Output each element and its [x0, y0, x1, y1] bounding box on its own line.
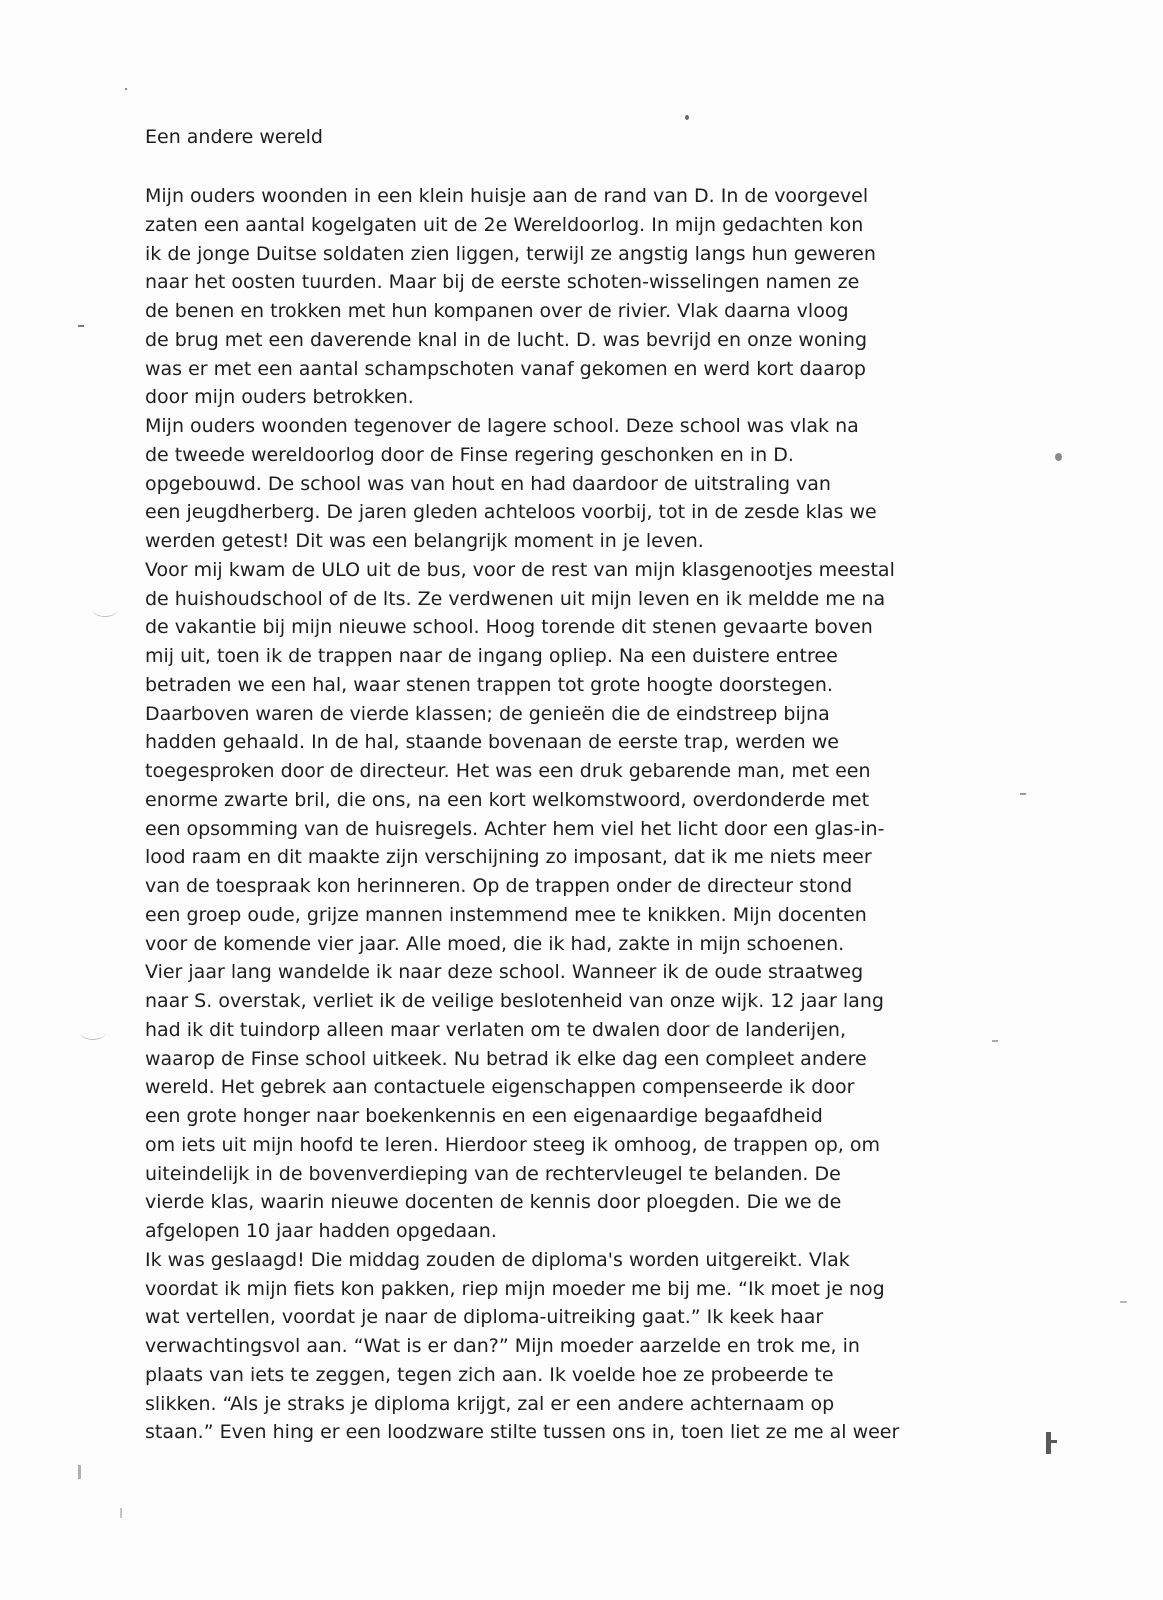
- text-line: had ik dit tuindorp alleen maar verlaten om te dwalen door de landerijen,: [145, 1018, 846, 1041]
- text-line: waarop de Finse school uitkeek. Nu betrad ik elke dag een compleet andere: [145, 1047, 867, 1070]
- text-line: wat vertellen, voordat je naar de diploma-uitreiking gaat.” Ik keek haar: [145, 1306, 824, 1329]
- text-line: zaten een aantal kogelgaten uit de 2e Wereldoorlog. In mijn gedachten kon: [145, 213, 864, 236]
- text-line: de huishoudschool of de lts. Ze verdwenen uit mijn leven en ik meldde me na: [145, 587, 886, 610]
- text-line: Ik was geslaagd! Die middag zouden de diploma's worden uitgereikt. Vlak: [145, 1248, 850, 1271]
- text-line: naar S. overstak, verliet ik de veilige beslotenheid van onze wijk. 12 jaar lang: [145, 990, 884, 1012]
- text-line: een jeugdherberg. De jaren gleden achteloos voorbij, tot in de zesde klas we: [145, 501, 877, 524]
- text-line: lood raam en dit maakte zijn verschijning zo imposant, dat ik me niets meer: [145, 846, 872, 869]
- punch-hole-mark: [80, 1025, 106, 1040]
- text-line: vierde klas, waarin nieuwe docenten de kennis door ploegden. Die we de: [145, 1191, 842, 1214]
- text-line: afgelopen 10 jaar hadden opgedaan.: [145, 1220, 497, 1242]
- punch-hole-mark: [92, 602, 118, 617]
- text-line: naar het oosten tuurden. Maar bij de eerste schoten-wisselingen namen ze: [145, 271, 860, 294]
- scan-speck: [1055, 453, 1062, 461]
- text-line: toegesproken door de directeur. Het was een druk gebarende man, met een: [145, 760, 871, 782]
- text-line: van de toespraak kon herinneren. Op de trappen onder de directeur stond: [145, 875, 853, 897]
- scan-smudge: [1051, 1440, 1057, 1443]
- text-line: ik de jonge Duitse soldaten zien liggen, terwijl ze angstig langs hun geweren: [145, 242, 876, 265]
- text-line: de benen en trokken met hun kompanen over de rivier. Vlak daarna vloog: [145, 300, 849, 322]
- text-line: hadden gehaald. In de hal, staande bovenaan de eerste trap, werden we: [145, 731, 839, 754]
- scan-smudge: [1046, 1432, 1051, 1454]
- text-line: uiteindelijk in de bovenverdieping van de rechtervleugel te belanden. De: [145, 1162, 841, 1185]
- text-line: de tweede wereldoorlog door de Finse regering geschonken en in D.: [145, 443, 794, 466]
- scan-speck: [125, 88, 127, 90]
- text-line: de vakantie bij mijn nieuwe school. Hoog torende dit stenen gevaarte boven: [145, 616, 873, 639]
- text-line: was er met een aantal schampschoten vanaf gekomen en werd kort daarop: [145, 357, 866, 380]
- text-line: verwachtingsvol aan. “Wat is er dan?” Mijn moeder aarzelde en trok me, in: [145, 1335, 860, 1357]
- text-line: Voor mij kwam de ULO uit de bus, voor de rest van mijn klasgenootjes meestal: [145, 558, 895, 581]
- scan-smudge: [78, 1465, 81, 1479]
- text-line: een grote honger naar boekenkennis en een eigenaardige begaafdheid: [145, 1105, 823, 1127]
- text-line: enorme zwarte bril, die ons, na een kort welkomstwoord, overdonderde met: [145, 788, 870, 811]
- scan-smudge: [992, 1040, 998, 1042]
- scan-smudge: [1120, 1301, 1127, 1303]
- document-title: Een andere wereld: [145, 126, 323, 148]
- text-line: een groep oude, grijze mannen instemmend mee te knikken. Mijn docenten: [145, 903, 867, 926]
- text-line: wereld. Het gebrek aan contactuele eigenschappen compenseerde ik door: [145, 1076, 855, 1099]
- scan-speck: [685, 115, 689, 120]
- text-line: voordat ik mijn fiets kon pakken, riep mijn moeder me bij me. “Ik moet je nog: [145, 1277, 885, 1300]
- text-line: mij uit, toen ik de trappen naar de ingang opliep. Na een duistere entree: [145, 645, 838, 667]
- text-line: Mijn ouders woonden in een klein huisje aan de rand van D. In de voorgevel: [145, 185, 869, 207]
- text-line: voor de komende vier jaar. Alle moed, die ik had, zakte in mijn schoenen.: [145, 932, 845, 955]
- text-line: Mijn ouders woonden tegenover de lagere school. Deze school was vlak na: [145, 415, 859, 437]
- text-line: staan.” Even hing er een loodzware stilte tussen ons in, toen liet ze me al weer: [145, 1421, 900, 1444]
- text-line: de brug met een daverende knal in de lucht. D. was bevrijd en onze woning: [145, 328, 868, 351]
- text-line: plaats van iets te zeggen, tegen zich aan. Ik voelde hoe ze probeerde te: [145, 1363, 834, 1386]
- scan-dash: [1020, 793, 1026, 795]
- text-line: door mijn ouders betrokken.: [145, 386, 414, 409]
- text-line: opgebouwd. De school was van hout en had daardoor de uitstraling van: [145, 472, 831, 495]
- text-line: slikken. “Als je straks je diploma krijgt, zal er een andere achternaam op: [145, 1392, 835, 1415]
- text-line: Vier jaar lang wandelde ik naar deze school. Wanneer ik de oude straatweg: [145, 961, 864, 984]
- scan-dash: [78, 325, 84, 327]
- text-line: een opsomming van de huisregels. Achter hem viel het licht door een glas-in-: [145, 817, 885, 840]
- text-line: Daarboven waren de vierde klassen; de genieën die de eindstreep bijna: [145, 702, 830, 725]
- text-line: betraden we een hal, waar stenen trappen tot grote hoogte doorstegen.: [145, 673, 833, 696]
- document-body: [145, 182, 1155, 1447]
- text-line: werden getest! Dit was een belangrijk moment in je leven.: [145, 530, 704, 552]
- scan-smudge: [120, 1508, 122, 1518]
- text-line: om iets uit mijn hoofd te leren. Hierdoor steeg ik omhoog, de trappen op, om: [145, 1133, 881, 1156]
